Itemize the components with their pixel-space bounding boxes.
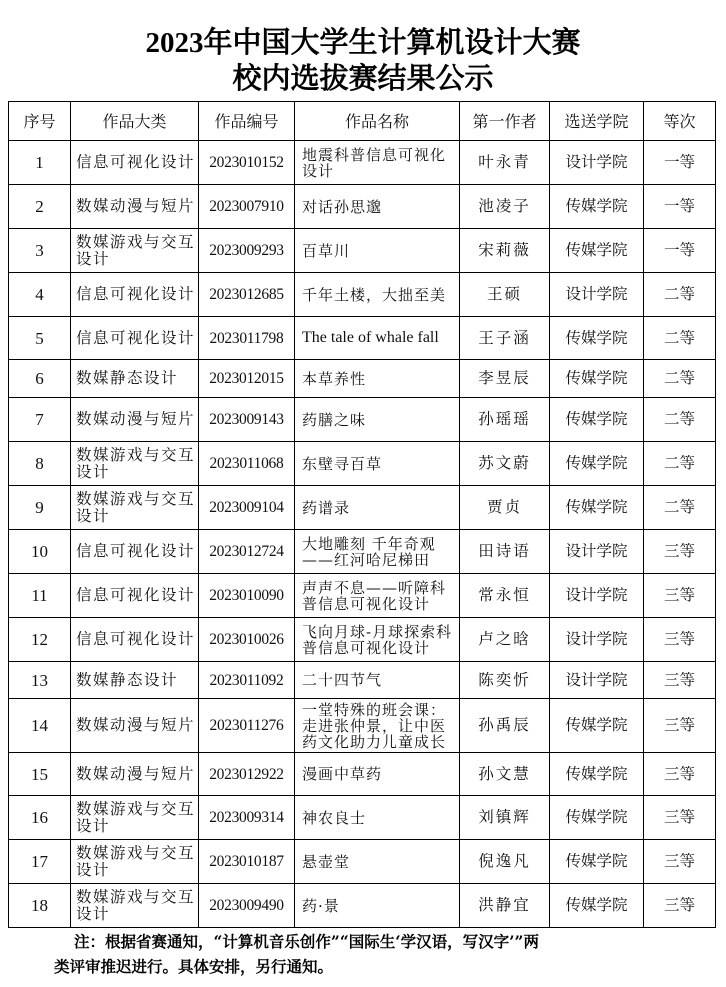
cell-category: 信息可视化设计 <box>71 317 199 360</box>
footnote-line2: 类评审推迟进行。具体安排，另行通知。 <box>54 957 334 976</box>
header-index: 序号 <box>9 102 71 141</box>
cell-code: 2023010152 <box>199 141 295 185</box>
cell-rank: 二等 <box>644 317 716 360</box>
cell-author: 孙文慧 <box>460 753 550 796</box>
cell-code: 2023009293 <box>199 229 295 273</box>
cell-name: 千年土楼，大拙至美 <box>295 273 460 317</box>
cell-rank: 三等 <box>644 840 716 884</box>
cell-category: 数媒游戏与交互设计 <box>71 229 199 273</box>
cell-code: 2023007910 <box>199 185 295 229</box>
cell-code: 2023012724 <box>199 530 295 574</box>
footnote-line1: 注：根据省赛通知，“计算机音乐创作”“国际生‘学汉语，写汉字’”两 <box>74 932 539 951</box>
cell-name: 东壁寻百草 <box>295 442 460 486</box>
cell-code: 2023010090 <box>199 574 295 618</box>
cell-college: 传媒学院 <box>550 185 644 229</box>
cell-author: 倪逸凡 <box>460 840 550 884</box>
table-row <box>9 360 716 398</box>
cell-rank: 三等 <box>644 618 716 662</box>
cell-college: 设计学院 <box>550 141 644 185</box>
cell-index: 3 <box>9 229 71 273</box>
cell-index: 14 <box>9 699 71 753</box>
cell-author: 贾贞 <box>460 486 550 530</box>
cell-author: 孙禹辰 <box>460 699 550 753</box>
table-row <box>9 317 716 360</box>
cell-rank: 二等 <box>644 442 716 486</box>
cell-index: 6 <box>9 360 71 398</box>
cell-index: 4 <box>9 273 71 317</box>
cell-code: 2023010026 <box>199 618 295 662</box>
cell-rank: 三等 <box>644 796 716 840</box>
cell-index: 5 <box>9 317 71 360</box>
header-code: 作品编号 <box>199 102 295 141</box>
cell-index: 16 <box>9 796 71 840</box>
cell-category: 信息可视化设计 <box>71 530 199 574</box>
cell-code: 2023011068 <box>199 442 295 486</box>
cell-index: 12 <box>9 618 71 662</box>
cell-index: 17 <box>9 840 71 884</box>
cell-rank: 三等 <box>644 662 716 699</box>
header-author: 第一作者 <box>460 102 550 141</box>
cell-name: The tale of whale fall <box>295 317 460 360</box>
cell-code: 2023009104 <box>199 486 295 530</box>
cell-college: 设计学院 <box>550 530 644 574</box>
cell-rank: 一等 <box>644 229 716 273</box>
cell-rank: 三等 <box>644 530 716 574</box>
cell-rank: 三等 <box>644 699 716 753</box>
table-row <box>9 486 716 530</box>
cell-author: 孙瑶瑶 <box>460 398 550 442</box>
cell-name: 百草川 <box>295 229 460 273</box>
cell-author: 池凌子 <box>460 185 550 229</box>
table-row <box>9 753 716 796</box>
cell-name: 漫画中草药 <box>295 753 460 796</box>
document-title-line2: 校内选拔赛结果公示 <box>232 63 494 95</box>
table-row <box>9 662 716 699</box>
cell-category: 数媒游戏与交互设计 <box>71 442 199 486</box>
cell-index: 15 <box>9 753 71 796</box>
cell-author: 卢之晗 <box>460 618 550 662</box>
cell-code: 2023011276 <box>199 699 295 753</box>
cell-code: 2023010187 <box>199 840 295 884</box>
cell-index: 1 <box>9 141 71 185</box>
table-row <box>9 229 716 273</box>
cell-index: 7 <box>9 398 71 442</box>
table-header-row <box>9 102 716 141</box>
table-row <box>9 840 716 884</box>
cell-index: 8 <box>9 442 71 486</box>
cell-college: 传媒学院 <box>550 317 644 360</box>
cell-author: 叶永青 <box>460 141 550 185</box>
cell-name: 药·景 <box>295 884 460 928</box>
cell-name: 声声不息——听障科普信息可视化设计 <box>295 574 460 618</box>
cell-name: 悬壶堂 <box>295 840 460 884</box>
cell-name: 神农良士 <box>295 796 460 840</box>
cell-name: 二十四节气 <box>295 662 460 699</box>
cell-college: 传媒学院 <box>550 884 644 928</box>
cell-code: 2023012922 <box>199 753 295 796</box>
cell-rank: 一等 <box>644 185 716 229</box>
document-title-line1: 2023年中国大学生计算机设计大赛 <box>145 27 581 59</box>
cell-rank: 三等 <box>644 574 716 618</box>
cell-author: 田诗语 <box>460 530 550 574</box>
cell-author: 刘镇辉 <box>460 796 550 840</box>
cell-college: 设计学院 <box>550 662 644 699</box>
cell-college: 传媒学院 <box>550 753 644 796</box>
cell-rank: 二等 <box>644 398 716 442</box>
table-row <box>9 398 716 442</box>
cell-name: 药谱录 <box>295 486 460 530</box>
footnote <box>54 929 694 979</box>
cell-category: 数媒游戏与交互设计 <box>71 840 199 884</box>
header-name: 作品名称 <box>295 102 460 141</box>
cell-code: 2023012685 <box>199 273 295 317</box>
cell-college: 传媒学院 <box>550 360 644 398</box>
cell-index: 10 <box>9 530 71 574</box>
cell-college: 设计学院 <box>550 273 644 317</box>
table-row <box>9 442 716 486</box>
table-row <box>9 796 716 840</box>
cell-category: 数媒游戏与交互设计 <box>71 884 199 928</box>
cell-category: 数媒动漫与短片 <box>71 398 199 442</box>
cell-author: 李昱辰 <box>460 360 550 398</box>
cell-code: 2023009143 <box>199 398 295 442</box>
cell-category: 信息可视化设计 <box>71 273 199 317</box>
cell-code: 2023009314 <box>199 796 295 840</box>
cell-author: 宋莉薇 <box>460 229 550 273</box>
cell-name: 飞向月球-月球探索科普信息可视化设计 <box>295 618 460 662</box>
cell-college: 传媒学院 <box>550 442 644 486</box>
cell-category: 信息可视化设计 <box>71 618 199 662</box>
cell-rank: 一等 <box>644 141 716 185</box>
cell-index: 11 <box>9 574 71 618</box>
cell-category: 信息可视化设计 <box>71 141 199 185</box>
cell-author: 王子涵 <box>460 317 550 360</box>
cell-name: 对话孙思邈 <box>295 185 460 229</box>
cell-code: 2023009490 <box>199 884 295 928</box>
cell-rank: 二等 <box>644 273 716 317</box>
cell-category: 数媒动漫与短片 <box>71 753 199 796</box>
results-table <box>8 101 716 928</box>
cell-index: 2 <box>9 185 71 229</box>
cell-category: 数媒动漫与短片 <box>71 185 199 229</box>
table-row <box>9 273 716 317</box>
table-row <box>9 530 716 574</box>
table-row <box>9 618 716 662</box>
table-row <box>9 699 716 753</box>
cell-college: 设计学院 <box>550 574 644 618</box>
cell-index: 18 <box>9 884 71 928</box>
header-college: 选送学院 <box>550 102 644 141</box>
cell-college: 传媒学院 <box>550 840 644 884</box>
cell-rank: 三等 <box>644 753 716 796</box>
cell-category: 数媒静态设计 <box>71 360 199 398</box>
cell-college: 传媒学院 <box>550 229 644 273</box>
table-row <box>9 141 716 185</box>
cell-index: 13 <box>9 662 71 699</box>
cell-college: 传媒学院 <box>550 486 644 530</box>
table-row <box>9 884 716 928</box>
cell-college: 传媒学院 <box>550 699 644 753</box>
cell-category: 数媒静态设计 <box>71 662 199 699</box>
cell-name: 本草养性 <box>295 360 460 398</box>
cell-college: 传媒学院 <box>550 398 644 442</box>
cell-author: 王硕 <box>460 273 550 317</box>
cell-category: 数媒游戏与交互设计 <box>71 486 199 530</box>
cell-category: 数媒游戏与交互设计 <box>71 796 199 840</box>
cell-rank: 二等 <box>644 486 716 530</box>
cell-author: 洪静宜 <box>460 884 550 928</box>
header-rank: 等次 <box>644 102 716 141</box>
table-row <box>9 574 716 618</box>
cell-college: 传媒学院 <box>550 796 644 840</box>
table-row <box>9 185 716 229</box>
cell-name: 药膳之味 <box>295 398 460 442</box>
cell-author: 常永恒 <box>460 574 550 618</box>
cell-rank: 二等 <box>644 360 716 398</box>
cell-name: 一堂特殊的班会课：走进张仲景，让中医药文化助力儿童成长 <box>295 699 460 753</box>
cell-name: 地震科普信息可视化设计 <box>295 141 460 185</box>
cell-category: 信息可视化设计 <box>71 574 199 618</box>
cell-author: 陈奕忻 <box>460 662 550 699</box>
header-category: 作品大类 <box>71 102 199 141</box>
cell-name: 大地雕刻 千年奇观——红河哈尼梯田 <box>295 530 460 574</box>
cell-college: 设计学院 <box>550 618 644 662</box>
cell-rank: 三等 <box>644 884 716 928</box>
cell-code: 2023011092 <box>199 662 295 699</box>
cell-code: 2023012015 <box>199 360 295 398</box>
cell-author: 苏文蔚 <box>460 442 550 486</box>
cell-category: 数媒动漫与短片 <box>71 699 199 753</box>
cell-code: 2023011798 <box>199 317 295 360</box>
cell-index: 9 <box>9 486 71 530</box>
